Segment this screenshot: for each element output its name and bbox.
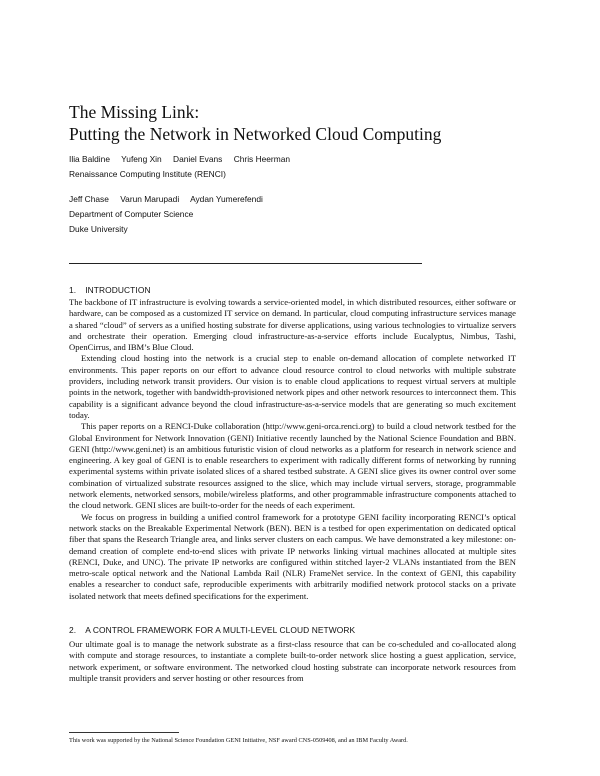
author-names [69,192,272,207]
footnote-divider [69,732,179,733]
author-block-renci [69,152,299,182]
author-affiliation: Department of Computer Science [69,209,194,219]
section-heading-control-framework [69,625,355,635]
title-line-2: Putting the Network in Networked Cloud Computing [69,124,442,144]
author-name: Daniel Evans [173,154,223,164]
author-name: Yufeng Xin [121,154,162,164]
paper-title [69,101,441,145]
section-body-introduction [69,297,516,602]
title-line-1: The Missing Link: [69,102,200,122]
author-names [69,152,299,167]
paragraph: Extending cloud hosting into the network is a crucial step to enable on-demand allocation of complete networked IT environments. This paper reports on our effort to advance cloud resource control to cloud networks with multiple substrate providers, including network transit providers. Our vision is to enable cloud applications to request virtual servers at multiple points in the network, together with bandwidth-provisioned network pipes and other network resources to interconnect them. This capability is a significant advance beyond the cloud infrastructure-as-a-service models that are generating so much excitement today. [69,353,516,420]
footnote: This work was supported by the National Science Foundation GENI Initiative, NSF award CNS-0509408, and an IBM Faculty Award. [69,737,408,744]
paragraph: We focus on progress in building a unified control framework for a prototype GENI facility incorporating RENCI’s optical network stacks on the Breakable Experimental Network (BEN). BEN is a testbed for open experimentation on dedicated optical fiber that spans the Research Triangle area, and links server clusters on each campus. We have demonstrated a key milestone: on-demand creation of complete end-to-end slices with private IP networks linking virtual machines allocated at multiple sites (RENCI, Duke, and UNC). The private IP networks are configured within stitched layer-2 VLANs instantiated from the BEN metro-scale optical network and the National Lambda Rail (NLR) FrameNet service. In the context of GENI, this capability enables a researcher to conduct safe, reproducible experiments with arbitrarily modified network protocol stacks on a private isolated network that meets defined specifications for the experiment. [69,511,516,601]
author-name: Ilia Baldine [69,154,110,164]
section-heading-introduction [69,285,151,295]
author-affiliation: Duke University [69,224,128,234]
section-body-control-framework [69,639,516,684]
section-title: INTRODUCTION [85,285,151,295]
section-title: A CONTROL FRAMEWORK FOR A MULTI-LEVEL CLOUD NETWORK [85,625,356,635]
paragraph: The backbone of IT infrastructure is evolving towards a service-oriented model, in which distributed resources, either software or hardware, can be composed as a customized IT service on demand. In particular, cloud computing infrastructure services manage a shared “cloud” of servers as a unified hosting substrate for diverse applications, using various technologies to virtualize servers and orchestrate their operation. Emerging cloud infrastructure-as-a-service efforts include Eucalyptus, Nimbus, Tashi, OpenCirrus, and IBM’s Blue Cloud. [69,297,516,353]
author-name: Jeff Chase [69,194,109,204]
paragraph: Our ultimate goal is to manage the network substrate as a first-class resource that can be co-scheduled and co-allocated along with compute and storage resources, to instantiate a complete built-to-order network slice hosting a guest application, service, network experiment, or software environment. The networked cloud hosting substrate can incorporate network resources from multiple transit providers and server hosting or other resources from [69,639,516,683]
paragraph: This paper reports on a RENCI-Duke collaboration (http://www.geni-orca.renci.org) to build a cloud network testbed for the Global Environment for Network Innovation (GENI) Initiative recently launched by the National Science Foundation and BBN. GENI (http://www.geni.net) is an ambitious futuristic vision of cloud networks as a platform for research in network science and engineering. A key goal of GENI is to enable researchers to experiment with radically different forms of networking by running experimental systems within private isolated slices of a shared testbed substrate. A GENI slice gives its owner control over some combination of virtualized substrate resources assigned to the slice, which may include virtual servers, storage, programmable network elements, networked sensors, mobile/wireless platforms, and other programmable infrastructure components attached to the cloud network. GENI slices are built-to-order for the needs of each experiment. [69,421,516,511]
author-affiliation: Renaissance Computing Institute (RENCI) [69,169,226,179]
section-number: 1. [69,285,77,295]
author-block-duke [69,192,272,237]
author-name: Varun Marupadi [120,194,180,204]
author-name: Aydan Yumerefendi [190,194,263,204]
title-divider [69,263,422,264]
section-number: 2. [69,625,77,635]
author-name: Chris Heerman [233,154,291,164]
